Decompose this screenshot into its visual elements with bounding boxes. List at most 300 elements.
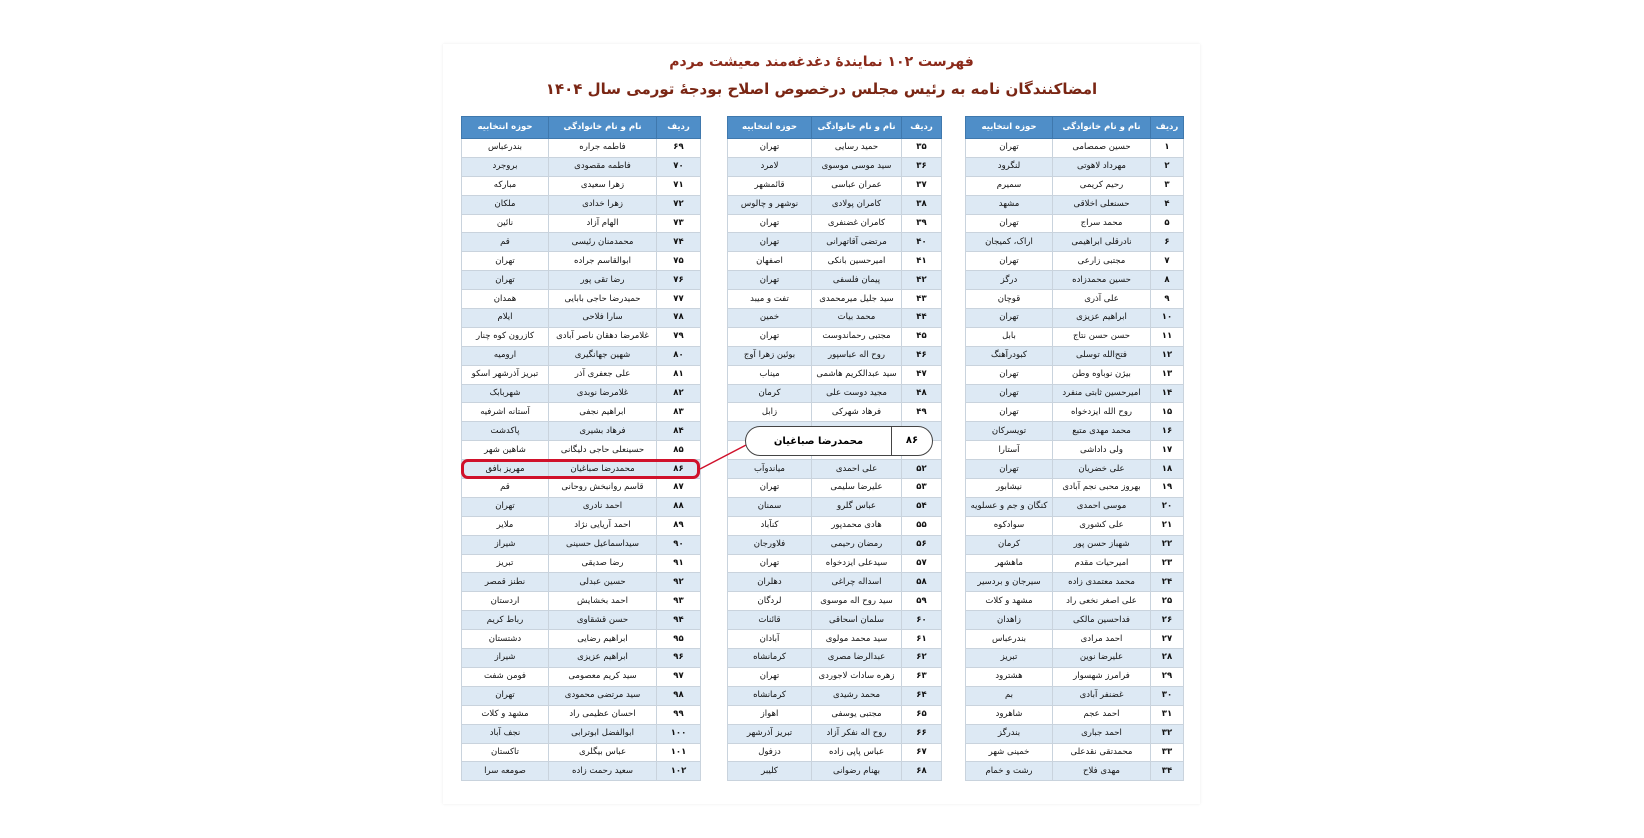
member-name: سید عبدالکریم هاشمی <box>812 365 902 384</box>
member-name: روح الله ایزدخواه <box>1053 403 1151 422</box>
row-number: ۸۳ <box>657 403 701 422</box>
row-number: ۶۰ <box>902 611 942 630</box>
district-name: بابل <box>966 327 1053 346</box>
table-row <box>728 346 942 365</box>
district-name: کبودرآهنگ <box>966 346 1053 365</box>
member-name: عباس پاپی زاده <box>812 743 902 762</box>
row-number: ۶۸ <box>902 762 942 781</box>
row-number: ۴۶ <box>902 346 942 365</box>
member-name: پیمان فلسفی <box>812 271 902 290</box>
member-name: حسین عبدلی <box>549 573 657 592</box>
row-number: ۷۲ <box>657 195 701 214</box>
member-name: علی کشوری <box>1053 516 1151 535</box>
district-name: کرمان <box>966 535 1053 554</box>
row-number: ۴۴ <box>902 309 942 328</box>
row-number: ۳۲ <box>1151 724 1184 743</box>
table-row <box>728 535 942 554</box>
row-number: ۷۳ <box>657 214 701 233</box>
table-row <box>966 592 1184 611</box>
member-name: سلمان اسحاقی <box>812 611 902 630</box>
table-row <box>728 592 942 611</box>
row-number: ۹۷ <box>657 667 701 686</box>
member-name: موسی احمدی <box>1053 497 1151 516</box>
district-name: آبادان <box>728 630 812 649</box>
document-title: فهرست ۱۰۲ نمایندهٔ دغدغه‌مند معیشت مردم <box>669 54 974 70</box>
table-row <box>462 384 701 403</box>
district-name: سمنان <box>728 497 812 516</box>
member-name: شهباز حسن پور <box>1053 535 1151 554</box>
member-name: روح اله عباسپور <box>812 346 902 365</box>
district-name: نطنز قمصر <box>462 573 549 592</box>
member-name: محمد معتمدی زاده <box>1053 573 1151 592</box>
table-row <box>728 460 942 479</box>
row-number: ۷۴ <box>657 233 701 252</box>
district-name: شیراز <box>462 535 549 554</box>
row-number: ۳۹ <box>902 214 942 233</box>
district-name: تهران <box>966 384 1053 403</box>
table-row <box>462 573 701 592</box>
table-row <box>728 290 942 309</box>
row-number: ۵۸ <box>902 573 942 592</box>
table-row <box>462 630 701 649</box>
table-row <box>966 271 1184 290</box>
table-row <box>462 195 701 214</box>
table-row <box>728 233 942 252</box>
row-number: ۶۲ <box>902 649 942 668</box>
row-number: ۴ <box>1151 195 1184 214</box>
table-row <box>728 214 942 233</box>
member-name: سید جلیل میرمحمدی <box>812 290 902 309</box>
district-name: تهران <box>966 139 1053 158</box>
district-name: تفت و میبد <box>728 290 812 309</box>
member-name: محمد سراج <box>1053 214 1151 233</box>
table-row <box>966 497 1184 516</box>
district-name: شهربابک <box>462 384 549 403</box>
row-number: ۶۳ <box>902 667 942 686</box>
member-name: مجتبی زارعی <box>1053 252 1151 271</box>
district-name: زابل <box>728 403 812 422</box>
district-name: نوشهر و چالوس <box>728 195 812 214</box>
district-name: نیشابور <box>966 479 1053 498</box>
district-name: آستانه اشرفیه <box>462 403 549 422</box>
member-name: ابراهیم رضایی <box>549 630 657 649</box>
row-number: ۲۵ <box>1151 592 1184 611</box>
district-name: تهران <box>728 214 812 233</box>
row-number: ۳۳ <box>1151 743 1184 762</box>
member-name: مجتبی رحماندوست <box>812 327 902 346</box>
row-number: ۶۷ <box>902 743 942 762</box>
row-number: ۴۷ <box>902 365 942 384</box>
member-name: کامران پولادی <box>812 195 902 214</box>
table-row <box>728 497 942 516</box>
row-number: ۷۵ <box>657 252 701 271</box>
member-name: علی خضریان <box>1053 460 1151 479</box>
district-name: تبریز <box>462 554 549 573</box>
table-row <box>966 327 1184 346</box>
row-number: ۲۴ <box>1151 573 1184 592</box>
member-name: محمد مهدی متبع <box>1053 422 1151 441</box>
table-row <box>728 271 942 290</box>
member-name: عباس گلرو <box>812 497 902 516</box>
row-number: ۳۴ <box>1151 762 1184 781</box>
row-number: ۲ <box>1151 157 1184 176</box>
district-name: سوادکوه <box>966 516 1053 535</box>
district-name: ملایر <box>462 516 549 535</box>
district-name: بندرعباس <box>966 630 1053 649</box>
district-name: نجف آباد <box>462 724 549 743</box>
row-number: ۳۸ <box>902 195 942 214</box>
member-name: علیرضا سلیمی <box>812 479 902 498</box>
table-row <box>462 309 701 328</box>
member-name: فرامرز شهسوار <box>1053 667 1151 686</box>
district-name: تبریز آذرشهر اسکو <box>462 365 549 384</box>
row-number: ۸۹ <box>657 516 701 535</box>
district-name: بندرعباس <box>462 139 549 158</box>
district-name: تهران <box>462 497 549 516</box>
table-row <box>728 724 942 743</box>
district-name: تویسرکان <box>966 422 1053 441</box>
member-name: ابراهیم نجفی <box>549 403 657 422</box>
district-name: رباط کریم <box>462 611 549 630</box>
table-row <box>966 441 1184 460</box>
table-row <box>966 724 1184 743</box>
callout-number: ۸۶ <box>891 427 932 455</box>
member-name: ابراهیم عزیزی <box>549 649 657 668</box>
table-row <box>966 516 1184 535</box>
district-name: کرمانشاه <box>728 649 812 668</box>
table-row <box>966 743 1184 762</box>
district-name: آستارا <box>966 441 1053 460</box>
district-name: بروجرد <box>462 157 549 176</box>
header-district: حوزه انتخابیه <box>966 117 1053 139</box>
table-row <box>728 667 942 686</box>
district-name: ایلام <box>462 309 549 328</box>
row-number: ۳۰ <box>1151 686 1184 705</box>
member-name: حسن حسن نتاج <box>1053 327 1151 346</box>
header-district: حوزه انتخابیه <box>462 117 549 139</box>
table-row <box>462 667 701 686</box>
district-name: شاهین شهر <box>462 441 549 460</box>
district-name: پاکدشت <box>462 422 549 441</box>
district-name: کرمانشاه <box>728 686 812 705</box>
row-number: ۷۹ <box>657 327 701 346</box>
table-row <box>728 743 942 762</box>
table-row <box>966 649 1184 668</box>
member-name: سید کریم معصومی <box>549 667 657 686</box>
table-right <box>965 116 1184 781</box>
row-number: ۳۶ <box>902 157 942 176</box>
district-name: بندرگز <box>966 724 1053 743</box>
table-row <box>728 327 942 346</box>
row-number: ۹۸ <box>657 686 701 705</box>
member-name: مهدی فلاح <box>1053 762 1151 781</box>
row-number: ۹۱ <box>657 554 701 573</box>
row-number: ۱۹ <box>1151 479 1184 498</box>
table-row <box>966 195 1184 214</box>
table-row <box>462 497 701 516</box>
row-number: ۸۶ <box>657 460 701 479</box>
table-row <box>966 176 1184 195</box>
district-name: تبریز <box>966 649 1053 668</box>
row-number: ۵۴ <box>902 497 942 516</box>
row-number: ۴۰ <box>902 233 942 252</box>
table-row <box>728 630 942 649</box>
district-name: فلاورجان <box>728 535 812 554</box>
district-name: هشترود <box>966 667 1053 686</box>
row-number: ۱۳ <box>1151 365 1184 384</box>
row-number: ۴۸ <box>902 384 942 403</box>
table-row <box>966 403 1184 422</box>
row-number: ۲۲ <box>1151 535 1184 554</box>
member-name: هادی محمدپور <box>812 516 902 535</box>
table-row <box>966 667 1184 686</box>
district-name: قم <box>462 479 549 498</box>
district-name: میاندوآب <box>728 460 812 479</box>
member-name: حسنعلی اخلاقی <box>1053 195 1151 214</box>
row-number: ۸۸ <box>657 497 701 516</box>
member-name: علیرضا نوین <box>1053 649 1151 668</box>
table-row <box>462 535 701 554</box>
table-row <box>728 252 942 271</box>
table-row <box>966 611 1184 630</box>
district-name: تهران <box>462 271 549 290</box>
table-row <box>966 479 1184 498</box>
member-name: رحیم کریمی <box>1053 176 1151 195</box>
member-name: امیرحسین ثابتی منفرد <box>1053 384 1151 403</box>
member-name: رمضان رحیمی <box>812 535 902 554</box>
table-row <box>728 139 942 158</box>
row-number: ۷۰ <box>657 157 701 176</box>
member-name: محمد رشیدی <box>812 686 902 705</box>
table-row <box>966 384 1184 403</box>
member-name: امیرحسین بانکی <box>812 252 902 271</box>
row-number: ۵۵ <box>902 516 942 535</box>
row-number: ۱۶ <box>1151 422 1184 441</box>
district-name: تهران <box>728 271 812 290</box>
member-name: سیداسماعیل حسینی <box>549 535 657 554</box>
member-name: مجتبی یوسفی <box>812 705 902 724</box>
table-row <box>728 516 942 535</box>
row-number: ۸ <box>1151 271 1184 290</box>
table-row <box>462 724 701 743</box>
row-number: ۹۳ <box>657 592 701 611</box>
district-name: تهران <box>728 327 812 346</box>
table-row <box>728 195 942 214</box>
member-name: الهام آزاد <box>549 214 657 233</box>
table-row <box>728 554 942 573</box>
district-name: لردگان <box>728 592 812 611</box>
district-name: فومن شفت <box>462 667 549 686</box>
table-row <box>728 705 942 724</box>
row-number: ۹۲ <box>657 573 701 592</box>
district-name: کلیبر <box>728 762 812 781</box>
member-name: بهروز محبی نجم آبادی <box>1053 479 1151 498</box>
member-name: علی اصغر نخعی راد <box>1053 592 1151 611</box>
table-row <box>462 214 701 233</box>
member-name: قاسم روانبخش روحانی <box>549 479 657 498</box>
member-name: احمد مرادی <box>1053 630 1151 649</box>
table-left <box>461 116 701 781</box>
row-number: ۹۶ <box>657 649 701 668</box>
district-name: شاهرود <box>966 705 1053 724</box>
table-row <box>728 157 942 176</box>
member-name: سعید رحمت زاده <box>549 762 657 781</box>
row-number: ۳ <box>1151 176 1184 195</box>
district-name: لنگرود <box>966 157 1053 176</box>
table-row <box>462 346 701 365</box>
row-number: ۹۰ <box>657 535 701 554</box>
header-row-number: ردیف <box>1151 117 1184 139</box>
member-name: محمدرضا صباغیان <box>549 460 657 479</box>
district-name: کازرون کوه چنار <box>462 327 549 346</box>
row-number: ۱۰۰ <box>657 724 701 743</box>
district-name: مبارکه <box>462 176 549 195</box>
district-name: تهران <box>728 233 812 252</box>
row-number: ۲۱ <box>1151 516 1184 535</box>
district-name: دهلران <box>728 573 812 592</box>
member-name: علی آذری <box>1053 290 1151 309</box>
table-row <box>462 554 701 573</box>
member-name: غلامرضا نوبدی <box>549 384 657 403</box>
member-name: زهره سادات لاجوردی <box>812 667 902 686</box>
row-number: ۲۹ <box>1151 667 1184 686</box>
row-number: ۷۸ <box>657 309 701 328</box>
district-name: تبریز آذرشهر <box>728 724 812 743</box>
member-name: ابراهیم عزیزی <box>1053 309 1151 328</box>
member-name: زهرا خدادی <box>549 195 657 214</box>
row-number: ۴۲ <box>902 271 942 290</box>
table-row <box>462 290 701 309</box>
member-name: حمید رسایی <box>812 139 902 158</box>
table-row <box>966 630 1184 649</box>
member-name: علی احمدی <box>812 460 902 479</box>
district-name: اصفهان <box>728 252 812 271</box>
row-number: ۷۶ <box>657 271 701 290</box>
table-row <box>462 157 701 176</box>
district-name: صومعه سرا <box>462 762 549 781</box>
district-name: تهران <box>966 214 1053 233</box>
row-number: ۶۵ <box>902 705 942 724</box>
table-row <box>462 743 701 762</box>
district-name: تهران <box>966 365 1053 384</box>
district-name: تهران <box>728 479 812 498</box>
document-subtitle: امضاکنندگان نامه به رئیس مجلس درخصوص اصلاح بودجهٔ تورمی سال ۱۴۰۴ <box>545 80 1098 98</box>
member-name: روح اله نفکر آزاد <box>812 724 902 743</box>
row-number: ۹۵ <box>657 630 701 649</box>
table-row <box>462 686 701 705</box>
table-row <box>966 365 1184 384</box>
district-name: میناب <box>728 365 812 384</box>
member-name: بهنام رضوانی <box>812 762 902 781</box>
table-row <box>462 403 701 422</box>
row-number: ۷۱ <box>657 176 701 195</box>
member-name: احمد آریایی نژاد <box>549 516 657 535</box>
row-number: ۸۱ <box>657 365 701 384</box>
district-name: کنآباد <box>728 516 812 535</box>
district-name: مشهد و کلات <box>966 592 1053 611</box>
row-number: ۴۹ <box>902 403 942 422</box>
table-row <box>462 516 701 535</box>
table-row <box>728 573 942 592</box>
table-row <box>966 535 1184 554</box>
member-name: حسین صمصامی <box>1053 139 1151 158</box>
member-name: حسینعلی حاجی دلیگانی <box>549 441 657 460</box>
member-name: مهرداد لاهوتی <box>1053 157 1151 176</box>
member-name: فتح‌الله توسلی <box>1053 346 1151 365</box>
row-number: ۱۰۱ <box>657 743 701 762</box>
header-name: نام و نام خانوادگی <box>549 117 657 139</box>
row-number: ۸۲ <box>657 384 701 403</box>
district-name: تاکستان <box>462 743 549 762</box>
row-number: ۲۷ <box>1151 630 1184 649</box>
member-name: نادرقلی ابراهیمی <box>1053 233 1151 252</box>
district-name: ارومیه <box>462 346 549 365</box>
district-name: اردستان <box>462 592 549 611</box>
table-row <box>966 573 1184 592</box>
district-name: رشت و خمام <box>966 762 1053 781</box>
member-name: محمدتقی نقدعلی <box>1053 743 1151 762</box>
row-number: ۶۴ <box>902 686 942 705</box>
district-name: تهران <box>462 252 549 271</box>
district-name: درگز <box>966 271 1053 290</box>
table-row <box>462 611 701 630</box>
row-number: ۶۶ <box>902 724 942 743</box>
district-name: تهران <box>966 403 1053 422</box>
table-row <box>966 309 1184 328</box>
row-number: ۳۱ <box>1151 705 1184 724</box>
table-row <box>462 327 701 346</box>
header-name: نام و نام خانوادگی <box>812 117 902 139</box>
row-number: ۱ <box>1151 139 1184 158</box>
table-row <box>728 479 942 498</box>
district-name: مشهد <box>966 195 1053 214</box>
table-row <box>728 762 942 781</box>
district-name: تهران <box>462 686 549 705</box>
table-row <box>966 686 1184 705</box>
district-name: تهران <box>966 309 1053 328</box>
table-row <box>462 441 701 460</box>
table-row <box>728 176 942 195</box>
district-name: زاهدان <box>966 611 1053 630</box>
member-name: رضا صدیقی <box>549 554 657 573</box>
callout-box <box>745 426 933 456</box>
member-name: فرهاد شهرکی <box>812 403 902 422</box>
district-name: خمین <box>728 309 812 328</box>
district-name: تهران <box>966 252 1053 271</box>
row-number: ۳۷ <box>902 176 942 195</box>
table-row <box>966 252 1184 271</box>
member-name: محمدمنان رئیسی <box>549 233 657 252</box>
member-name: احسان عظیمی راد <box>549 705 657 724</box>
member-name: کامران غضنفری <box>812 214 902 233</box>
table-row <box>462 592 701 611</box>
table-row <box>966 139 1184 158</box>
table-row <box>462 252 701 271</box>
member-name: فرهاد بشیری <box>549 422 657 441</box>
member-name: ابوالقاسم جراده <box>549 252 657 271</box>
callout-name: محمدرضا صباغیان <box>773 435 864 447</box>
row-number: ۵ <box>1151 214 1184 233</box>
district-name: تهران <box>728 667 812 686</box>
row-number: ۱۷ <box>1151 441 1184 460</box>
member-name: محمد بیات <box>812 309 902 328</box>
district-name: خمینی شهر <box>966 743 1053 762</box>
member-name: غضنفر آبادی <box>1053 686 1151 705</box>
district-name: سمیرم <box>966 176 1053 195</box>
table-row <box>462 649 701 668</box>
table-row <box>728 309 942 328</box>
district-name: شیراز <box>462 649 549 668</box>
